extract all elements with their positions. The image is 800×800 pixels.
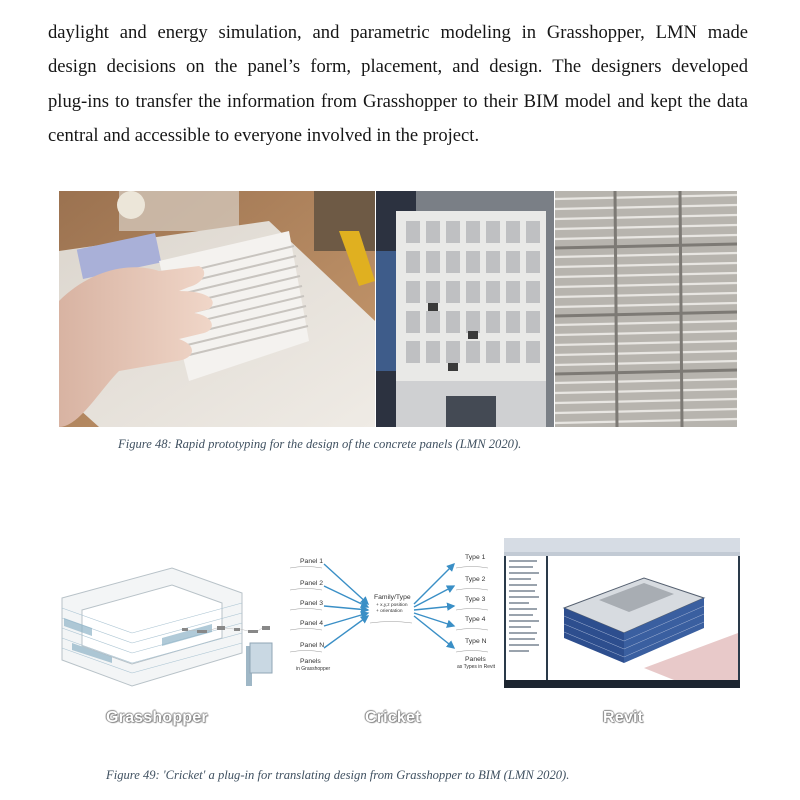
- figure-49: [52, 538, 742, 738]
- cricket-center-title: Family/Type: [374, 594, 411, 601]
- cricket-center-sub2: + orientation: [376, 609, 403, 614]
- cricket-right-item-4: Type 4: [465, 616, 486, 623]
- figure48-caption: Figure 48: Rapid prototyping for the design of the concrete panels (LMN 2020).: [118, 437, 522, 451]
- figure48-photo-facade-model: [376, 191, 554, 427]
- figure-48: [59, 191, 737, 427]
- cricket-right-item-1: Type 1: [465, 554, 486, 561]
- cricket-left-footer-sub: in Grasshopper: [296, 666, 331, 672]
- cricket-left-item-3: Panel 3: [300, 600, 324, 607]
- body-line-3: plug-ins to transfer the information from Grasshopper to their BIM model and kept the data: [48, 90, 748, 112]
- cricket-left-footer-title: Panels: [300, 658, 321, 665]
- cricket-center-sub1: + x,y,z position: [376, 603, 408, 608]
- cricket-right-item-2: Type 2: [465, 576, 486, 583]
- label-cricket: Cricket: [365, 709, 421, 726]
- cricket-right-item-3: Type 3: [465, 596, 486, 603]
- cricket-right-footer-sub: as Types in Revit: [457, 664, 495, 670]
- body-line-1: daylight and energy simulation, and parametric modeling in Grasshopper, LMN made: [48, 22, 748, 43]
- cricket-right-footer-title: Panels: [465, 656, 486, 663]
- cricket-right-item-5: Type N: [465, 638, 487, 645]
- cricket-left-item-4: Panel 4: [300, 620, 324, 627]
- cricket-left-item-1: Panel 1: [300, 558, 324, 565]
- figure49-caption: Figure 49: 'Cricket' a plug-in for translating design from Grasshopper to BIM (LMN 2020).: [106, 768, 570, 782]
- revit-screenshot: [504, 538, 740, 688]
- body-line-2: design decisions on the panel’s form, placement, and design. The designers developed: [48, 56, 748, 78]
- cricket-left-item-2: Panel 2: [300, 580, 324, 587]
- body-paragraph: [48, 16, 748, 154]
- body-line-4: central and accessible to everyone involved in the project.: [48, 125, 480, 147]
- grasshopper-script-nodes: [182, 608, 292, 683]
- figure48-photo-hand-panel: [59, 191, 375, 427]
- label-grasshopper: Grasshopper: [106, 709, 208, 726]
- cricket-left-item-5: Panel N: [300, 642, 325, 649]
- figure48-photo-panel-closeup: [555, 191, 737, 427]
- label-revit: Revit: [603, 709, 644, 726]
